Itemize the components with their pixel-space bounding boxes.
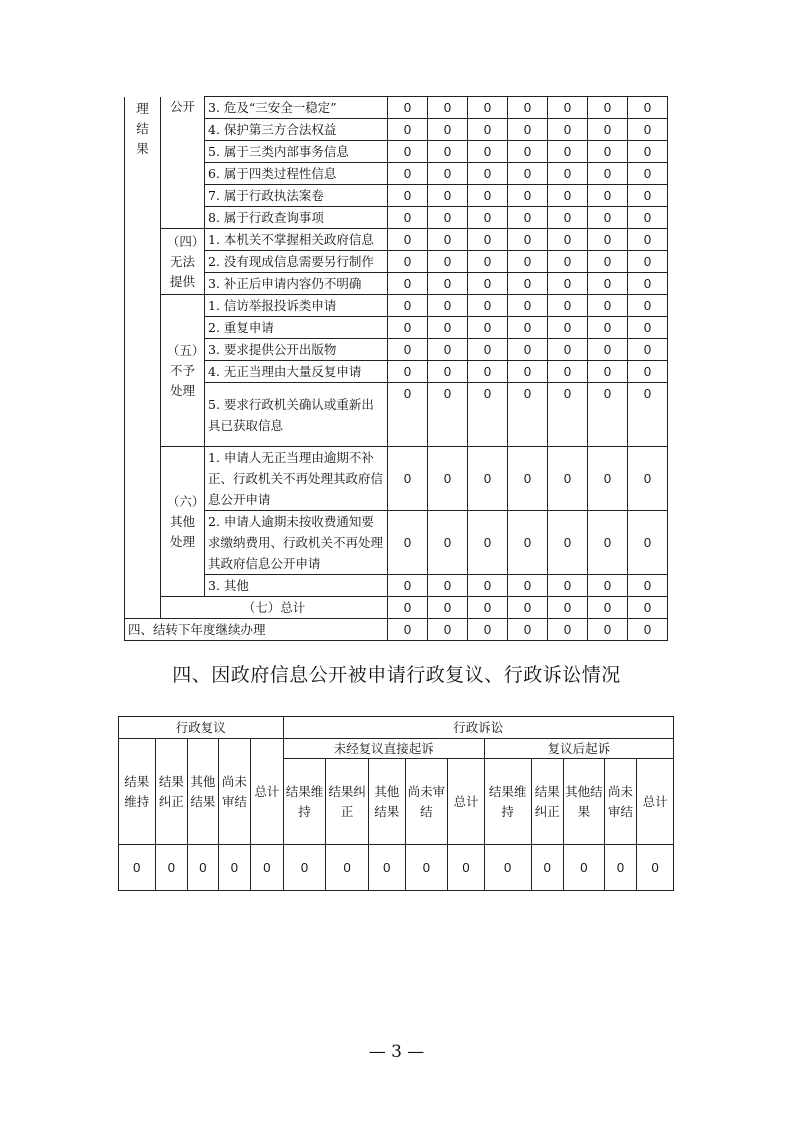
value-cell: 0 bbox=[428, 511, 468, 575]
value-cell: 0 bbox=[468, 447, 508, 511]
value-cell: 0 bbox=[468, 185, 508, 207]
direct-col-4: 总计 bbox=[448, 759, 485, 845]
value-cell: 0 bbox=[628, 273, 668, 295]
value-cell: 0 bbox=[388, 339, 428, 361]
value-cell: 0 bbox=[628, 339, 668, 361]
table-row bbox=[125, 511, 668, 575]
value-cell: 0 bbox=[388, 185, 428, 207]
value-cell: 0 bbox=[468, 119, 508, 141]
value-cell: 0 bbox=[468, 619, 508, 641]
value-cell: 0 bbox=[388, 119, 428, 141]
value-cell: 0 bbox=[326, 845, 369, 891]
review-litigation-table bbox=[118, 716, 674, 891]
value-cell: 0 bbox=[548, 273, 588, 295]
value-cell: 0 bbox=[508, 273, 548, 295]
value-cell: 0 bbox=[588, 295, 628, 317]
value-cell: 0 bbox=[508, 251, 548, 273]
value-cell: 0 bbox=[628, 97, 668, 119]
value-cell: 0 bbox=[588, 207, 628, 229]
value-cell: 0 bbox=[468, 251, 508, 273]
section-label: 理结果 bbox=[125, 97, 161, 619]
value-cell: 0 bbox=[428, 229, 468, 251]
row-label: 3. 要求提供公开出版物 bbox=[205, 339, 388, 361]
value-cell: 0 bbox=[588, 447, 628, 511]
value-cell: 0 bbox=[428, 575, 468, 597]
value-cell: 0 bbox=[548, 597, 588, 619]
row-label: 5. 属于三类内部事务信息 bbox=[205, 141, 388, 163]
value-cell: 0 bbox=[508, 185, 548, 207]
value-cell: 0 bbox=[548, 251, 588, 273]
group-label: （六）其他处理 bbox=[161, 447, 205, 597]
value-cell: 0 bbox=[428, 361, 468, 383]
value-cell: 0 bbox=[388, 207, 428, 229]
value-cell: 0 bbox=[468, 273, 508, 295]
value-cell: 0 bbox=[428, 295, 468, 317]
row-label: 8. 属于行政查询事项 bbox=[205, 207, 388, 229]
value-cell: 0 bbox=[388, 141, 428, 163]
value-cell: 0 bbox=[548, 383, 588, 447]
value-cell: 0 bbox=[468, 511, 508, 575]
value-cell: 0 bbox=[548, 317, 588, 339]
carryover-label: 四、结转下年度继续办理 bbox=[125, 619, 388, 641]
value-cell: 0 bbox=[428, 141, 468, 163]
value-cell: 0 bbox=[548, 207, 588, 229]
value-cell: 0 bbox=[628, 383, 668, 447]
table-row bbox=[125, 141, 668, 163]
value-cell: 0 bbox=[468, 163, 508, 185]
value-cell: 0 bbox=[628, 317, 668, 339]
value-cell: 0 bbox=[628, 597, 668, 619]
value-cell: 0 bbox=[508, 229, 548, 251]
value-cell: 0 bbox=[548, 575, 588, 597]
value-cell: 0 bbox=[588, 273, 628, 295]
value-cell: 0 bbox=[428, 163, 468, 185]
table-row bbox=[125, 229, 668, 251]
value-cell: 0 bbox=[428, 185, 468, 207]
value-cell: 0 bbox=[119, 845, 156, 891]
value-cell: 0 bbox=[468, 229, 508, 251]
group-label: 公开 bbox=[161, 97, 205, 229]
total-label: （七）总计 bbox=[161, 597, 388, 619]
value-cell: 0 bbox=[628, 141, 668, 163]
value-cell: 0 bbox=[588, 339, 628, 361]
value-cell: 0 bbox=[588, 619, 628, 641]
value-cell: 0 bbox=[388, 383, 428, 447]
value-cell: 0 bbox=[448, 845, 485, 891]
value-cell: 0 bbox=[428, 383, 468, 447]
value-cell: 0 bbox=[508, 383, 548, 447]
value-cell: 0 bbox=[628, 229, 668, 251]
value-cell: 0 bbox=[588, 163, 628, 185]
value-cell: 0 bbox=[588, 251, 628, 273]
value-cell: 0 bbox=[588, 185, 628, 207]
value-cell: 0 bbox=[637, 845, 674, 891]
value-cell: 0 bbox=[188, 845, 218, 891]
value-cell: 0 bbox=[388, 229, 428, 251]
value-cell: 0 bbox=[428, 119, 468, 141]
value-cell: 0 bbox=[428, 273, 468, 295]
row-label: 2. 重复申请 bbox=[205, 317, 388, 339]
value-cell: 0 bbox=[388, 511, 428, 575]
row-label: 2. 没有现成信息需要另行制作 bbox=[205, 251, 388, 273]
value-cell: 0 bbox=[628, 295, 668, 317]
value-cell: 0 bbox=[628, 447, 668, 511]
table-row bbox=[125, 339, 668, 361]
value-cell: 0 bbox=[628, 163, 668, 185]
value-cell: 0 bbox=[468, 339, 508, 361]
value-cell: 0 bbox=[468, 361, 508, 383]
value-cell: 0 bbox=[531, 845, 564, 891]
value-cell: 0 bbox=[628, 119, 668, 141]
request-handling-table bbox=[124, 96, 668, 641]
row-label: 4. 无正当理由大量反复申请 bbox=[205, 361, 388, 383]
after-review-header: 复议后起诉 bbox=[484, 739, 673, 759]
value-cell: 0 bbox=[508, 597, 548, 619]
value-cell: 0 bbox=[588, 597, 628, 619]
value-cell: 0 bbox=[588, 119, 628, 141]
value-cell: 0 bbox=[468, 597, 508, 619]
value-cell: 0 bbox=[508, 97, 548, 119]
table-row bbox=[125, 383, 668, 447]
total-row bbox=[125, 597, 668, 619]
value-cell: 0 bbox=[251, 845, 284, 891]
page-number: — 3 — bbox=[368, 1042, 425, 1062]
value-cell: 0 bbox=[628, 575, 668, 597]
direct-col-3: 尚未审结 bbox=[405, 759, 448, 845]
after-col-1: 结果纠正 bbox=[531, 759, 564, 845]
value-cell: 0 bbox=[548, 97, 588, 119]
value-cell: 0 bbox=[588, 511, 628, 575]
value-cell: 0 bbox=[484, 845, 531, 891]
value-cell: 0 bbox=[283, 845, 326, 891]
value-cell: 0 bbox=[388, 97, 428, 119]
value-cell: 0 bbox=[388, 251, 428, 273]
value-cell: 0 bbox=[588, 317, 628, 339]
table-row bbox=[125, 295, 668, 317]
table-row bbox=[125, 185, 668, 207]
value-cell: 0 bbox=[588, 141, 628, 163]
value-cell: 0 bbox=[508, 447, 548, 511]
row-label: 4. 保护第三方合法权益 bbox=[205, 119, 388, 141]
value-cell: 0 bbox=[468, 295, 508, 317]
value-cell: 0 bbox=[604, 845, 637, 891]
value-cell: 0 bbox=[388, 447, 428, 511]
value-cell: 0 bbox=[155, 845, 188, 891]
after-col-2: 其他结果 bbox=[564, 759, 605, 845]
row-label: 3. 其他 bbox=[205, 575, 388, 597]
value-cell: 0 bbox=[428, 339, 468, 361]
value-cell: 0 bbox=[628, 185, 668, 207]
value-cell: 0 bbox=[548, 119, 588, 141]
value-cell: 0 bbox=[628, 361, 668, 383]
value-cell: 0 bbox=[405, 845, 448, 891]
row-label: 6. 属于四类过程性信息 bbox=[205, 163, 388, 185]
value-cell: 0 bbox=[428, 97, 468, 119]
row-label: 3. 危及“三安全一稳定” bbox=[205, 97, 388, 119]
table-row bbox=[125, 207, 668, 229]
value-cell: 0 bbox=[548, 511, 588, 575]
value-cell: 0 bbox=[508, 141, 548, 163]
carryover-row bbox=[125, 619, 668, 641]
review-col-4: 总计 bbox=[251, 739, 284, 845]
value-cell: 0 bbox=[468, 383, 508, 447]
value-cell: 0 bbox=[548, 619, 588, 641]
value-cell: 0 bbox=[508, 317, 548, 339]
table-row bbox=[125, 361, 668, 383]
value-cell: 0 bbox=[508, 119, 548, 141]
value-cell: 0 bbox=[468, 141, 508, 163]
value-cell: 0 bbox=[388, 163, 428, 185]
value-cell: 0 bbox=[508, 207, 548, 229]
table-row bbox=[125, 119, 668, 141]
table-row bbox=[125, 273, 668, 295]
value-cell: 0 bbox=[388, 361, 428, 383]
value-cell: 0 bbox=[468, 575, 508, 597]
review-col-0: 结果维持 bbox=[119, 739, 156, 845]
value-cell: 0 bbox=[388, 295, 428, 317]
value-cell: 0 bbox=[388, 575, 428, 597]
value-cell: 0 bbox=[548, 229, 588, 251]
row-label: 1. 本机关不掌握相关政府信息 bbox=[205, 229, 388, 251]
value-cell: 0 bbox=[588, 361, 628, 383]
table-row bbox=[125, 447, 668, 511]
table-row bbox=[125, 575, 668, 597]
value-cell: 0 bbox=[388, 317, 428, 339]
value-cell: 0 bbox=[218, 845, 251, 891]
value-cell: 0 bbox=[368, 845, 405, 891]
review-col-1: 结果纠正 bbox=[155, 739, 188, 845]
value-cell: 0 bbox=[508, 575, 548, 597]
value-cell: 0 bbox=[548, 141, 588, 163]
value-cell: 0 bbox=[508, 295, 548, 317]
value-cell: 0 bbox=[588, 575, 628, 597]
value-cell: 0 bbox=[468, 97, 508, 119]
review-header: 行政复议 bbox=[119, 717, 284, 739]
value-cell: 0 bbox=[508, 361, 548, 383]
after-col-3: 尚未审结 bbox=[604, 759, 637, 845]
value-cell: 0 bbox=[388, 597, 428, 619]
review-col-2: 其他结果 bbox=[188, 739, 218, 845]
value-cell: 0 bbox=[428, 597, 468, 619]
direct-col-2: 其他结果 bbox=[368, 759, 405, 845]
value-cell: 0 bbox=[508, 339, 548, 361]
value-cell: 0 bbox=[508, 511, 548, 575]
direct-col-1: 结果纠正 bbox=[326, 759, 369, 845]
value-cell: 0 bbox=[548, 185, 588, 207]
value-cell: 0 bbox=[588, 229, 628, 251]
value-cell: 0 bbox=[588, 97, 628, 119]
value-cell: 0 bbox=[628, 251, 668, 273]
section-heading: 四、因政府信息公开被申请行政复议、行政诉讼情况 bbox=[172, 664, 621, 686]
row-label: 3. 补正后申请内容仍不明确 bbox=[205, 273, 388, 295]
direct-litigation-header: 未经复议直接起诉 bbox=[283, 739, 484, 759]
value-cell: 0 bbox=[508, 619, 548, 641]
value-cell: 0 bbox=[428, 251, 468, 273]
value-cell: 0 bbox=[428, 619, 468, 641]
value-cell: 0 bbox=[468, 207, 508, 229]
table-row bbox=[125, 163, 668, 185]
table-row bbox=[125, 97, 668, 119]
value-cell: 0 bbox=[588, 383, 628, 447]
value-cell: 0 bbox=[628, 207, 668, 229]
value-cell: 0 bbox=[388, 273, 428, 295]
review-col-3: 尚未审结 bbox=[218, 739, 251, 845]
value-cell: 0 bbox=[388, 619, 428, 641]
value-cell: 0 bbox=[428, 447, 468, 511]
table-row bbox=[125, 251, 668, 273]
value-cell: 0 bbox=[548, 339, 588, 361]
row-label: 1. 信访举报投诉类申请 bbox=[205, 295, 388, 317]
row-label: 2. 申请人逾期未按收费通知要求缴纳费用、行政机关不再处理其政府信息公开申请 bbox=[205, 511, 388, 575]
row-label: 7. 属于行政执法案卷 bbox=[205, 185, 388, 207]
value-cell: 0 bbox=[428, 207, 468, 229]
table-row bbox=[125, 317, 668, 339]
group-label: （五）不予处理 bbox=[161, 295, 205, 447]
value-cell: 0 bbox=[564, 845, 605, 891]
value-cell: 0 bbox=[548, 163, 588, 185]
value-cell: 0 bbox=[548, 361, 588, 383]
row-label: 1. 申请人无正当理由逾期不补正、行政机关不再处理其政府信息公开申请 bbox=[205, 447, 388, 511]
litigation-header: 行政诉讼 bbox=[283, 717, 673, 739]
value-cell: 0 bbox=[508, 163, 548, 185]
after-col-4: 总计 bbox=[637, 759, 674, 845]
row-label: 5. 要求行政机关确认或重新出具已获取信息 bbox=[205, 383, 388, 447]
direct-col-0: 结果维持 bbox=[283, 759, 326, 845]
group-label: （四）无法提供 bbox=[161, 229, 205, 295]
value-cell: 0 bbox=[548, 295, 588, 317]
after-col-0: 结果维持 bbox=[484, 759, 531, 845]
value-cell: 0 bbox=[628, 511, 668, 575]
value-cell: 0 bbox=[548, 447, 588, 511]
value-cell: 0 bbox=[628, 619, 668, 641]
value-cell: 0 bbox=[468, 317, 508, 339]
value-cell: 0 bbox=[428, 317, 468, 339]
